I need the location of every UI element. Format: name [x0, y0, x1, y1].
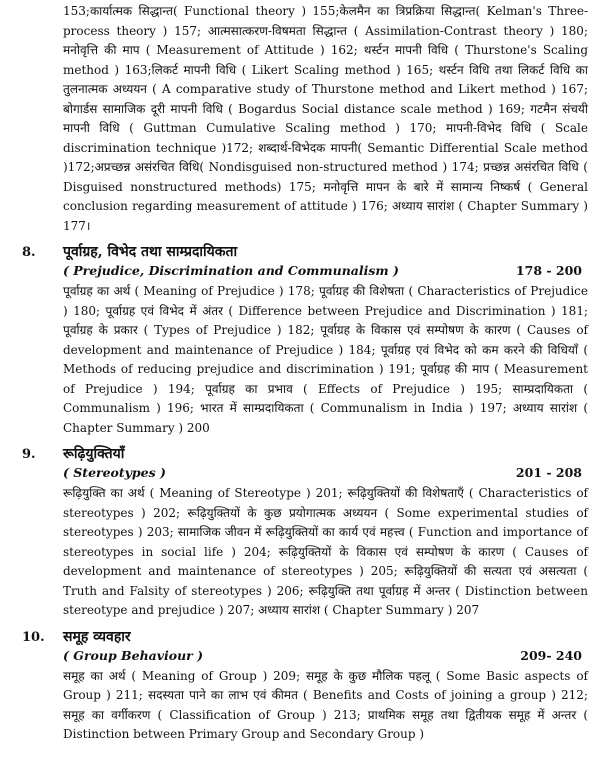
- chapter-title-hindi: समूह व्यवहार: [63, 628, 131, 645]
- chapter-subtitle-row: [22, 465, 588, 480]
- chapter-heading: [22, 627, 588, 646]
- chapter-10: [22, 627, 588, 745]
- chapter-number: 9.: [22, 447, 36, 462]
- chapter-heading: [22, 444, 588, 463]
- chapter-pages: 178 - 200: [515, 263, 582, 278]
- chapter-title-hindi: रूढ़ियुक्तियाँ: [63, 446, 125, 462]
- chapter-9: [22, 444, 588, 621]
- chapter-8: [22, 242, 588, 438]
- chapter-number: 10.: [22, 629, 45, 645]
- chapter-title-english: ( Prejudice, Discrimination and Communalism ): [63, 263, 399, 278]
- chapter-title-english: ( Stereotypes ): [63, 465, 166, 480]
- chapter-pages: 209- 240: [520, 647, 582, 663]
- chapter-subtitle-row: [22, 263, 588, 278]
- chapter-body: रूढ़ियुक्ति का अर्थ ( Meaning of Stereotype ) 201; रूढ़ियुक्तियों की विशेषताएँ ( Characteristics of stereotypes ) 202; रूढ़ियुक्तियों के कुछ प्रयोगात्मक अध्ययन ( Some experimental studies of stereotypes ) 203; सामाजिक जीवन में रूढ़ियुक्तियों का कार्य एवं महत्त्व ( Function and importance of stereotypes in social life ) 204; रूढ़ियुक्तियों के विकास एवं सम्पोषण के कारण ( Causes of development and maintenance of stereotypes ) 205; रूढ़ियुक्तियों की सत्यता एवं असत्यता ( Truth and Falsity of stereotypes ) 206; रूढ़ियुक्ति तथा पूर्वाग्रह में अन्तर ( Distinction between stereotype and prejudice ) 207; अध्याय सारांश ( Chapter Summary ) 207: [63, 486, 588, 617]
- intro-paragraph: 153;कार्यात्मक सिद्धान्त( Functional theory ) 155;केलमैन का त्रिप्रक्रिया सिद्धान्त( Kelman's Three-process theory ) 157; आत्मसात्करण-विषमता सिद्धान्त ( Assimilation-Contrast theory ) 180; मनोवृत्ति की माप ( Measurement of Attitude ) 162; थर्स्टन मापनी विधि ( Thurstone's Scaling method ) 163;लिकर्ट मापनी विधि ( Likert Scaling method ) 165; थर्स्टन विधि तथा लिकर्ट विधि का तुलनात्मक अध्ययन ( A comparative study of Thurstone method and Likert method ) 167; बोगार्डस सामाजिक दूरी मापनी विधि ( Bogardus Social distance scale method ) 169; गटमैन संचयी मापनी विधि ( Guttman Cumulative Scaling method ) 170; मापनी-विभेद विधि ( Scale discrimination technique )172; शब्दार्थ-विभेदक मापनी( Semantic Differential Scale method )172;अप्रच्छन्न असंरचित विधि( Nondisguised non-structured method ) 174; प्रच्छन्न असंरचित विधि ( Disguised nonstructured methods) 175; मनोवृत्ति मापन के बारे में सामान्य निष्कर्ष ( General conclusion regarding measurement of attitude ) 176; अध्याय सारांश ( Chapter Summary ) 177।: [63, 4, 588, 233]
- chapter-body: समूह का अर्थ ( Meaning of Group ) 209; समूह के कुछ मौलिक पहलू ( Some Basic aspects of Group ) 211; सदस्यता पाने का लाभ एवं कीमत ( Benefits and Costs of joining a group ) 212; समूह का वर्गीकरण ( Classification of Group ) 213; प्राथमिक समूह तथा द्वितीयक समूह में अन्तर ( Distinction between Primary Group and Secondary Group ): [63, 668, 588, 741]
- chapter-pages: 201 - 208: [515, 465, 582, 480]
- chapter-number: 8.: [22, 245, 36, 260]
- chapter-title-hindi: पूर्वाग्रह, विभेद तथा साम्प्रदायिकता: [63, 244, 238, 260]
- chapter-body: पूर्वाग्रह का अर्थ ( Meaning of Prejudice ) 178; पूर्वाग्रह की विशेषता ( Characteristics of Prejudice ) 180; पूर्वाग्रह एवं विभेद में अंतर ( Difference between Prejudice and Discrimination ) 181; पूर्वाग्रह के प्रकार ( Types of Prejudice ) 182; पूर्वाग्रह के विकास एवं सम्पोषण के कारण ( Causes of development and maintenance of Prejudice ) 184; पूर्वाग्रह एवं विभेद को कम करने की विधियाँ ( Methods of reducing prejudice and discrimination ) 191; पूर्वाग्रह की माप ( Measurement of Prejudice ) 194; पूर्वाग्रह का प्रभाव ( Effects of Prejudice ) 195; साम्प्रदायिकता ( Communalism ) 196; भारत में साम्प्रदायिकता ( Communalism in India ) 197; अध्याय सारांश ( Chapter Summary ) 200: [63, 284, 588, 435]
- chapter-subtitle-row: [22, 648, 588, 663]
- chapter-title-english: ( Group Behaviour ): [63, 647, 204, 663]
- chapter-heading: [22, 242, 588, 261]
